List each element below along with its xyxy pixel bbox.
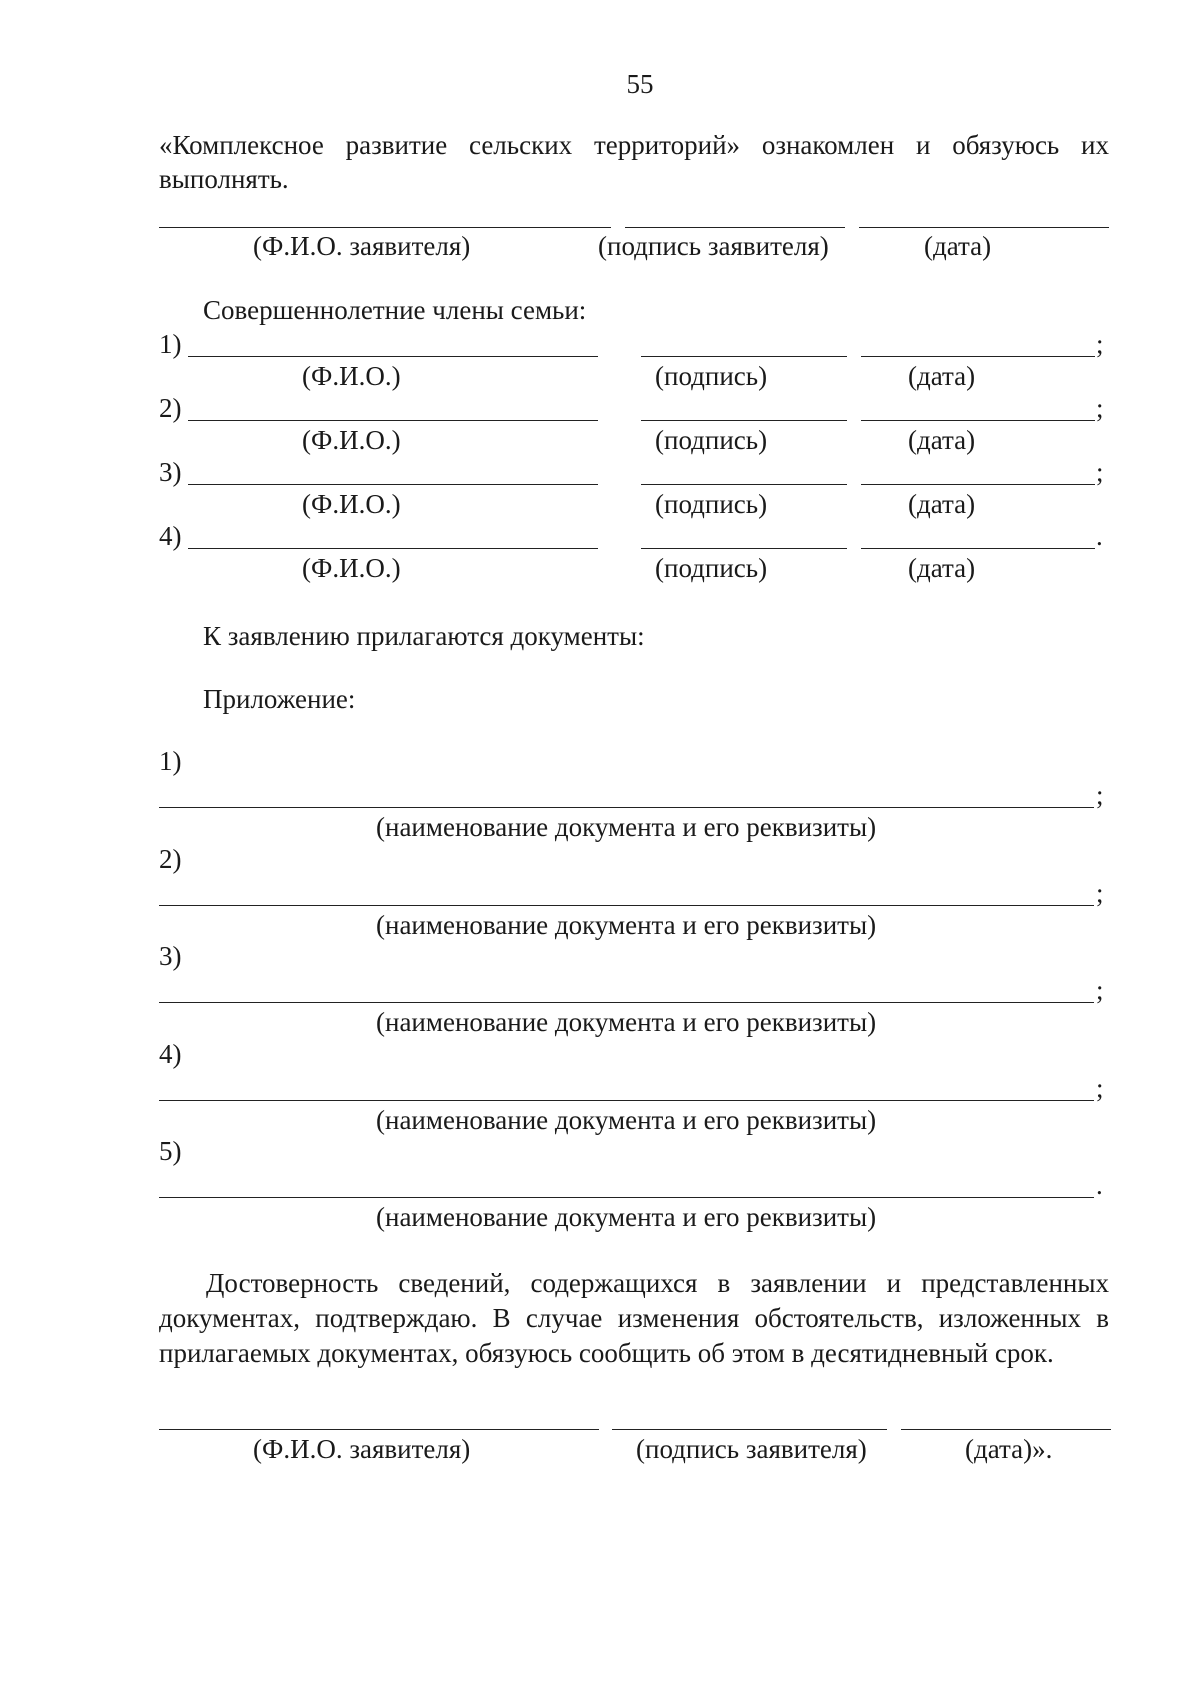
attachment-caption: (наименование документа и его реквизиты)	[376, 812, 877, 842]
family-fio-line	[188, 420, 598, 421]
attachment-number: 1)	[159, 746, 182, 776]
intro-paragraph: «Комплексное развитие сельских территорий» ознакомлен и обязуюсь их выполнять.	[159, 130, 1109, 194]
applicant-sign-line	[625, 227, 845, 228]
family-fio-line	[188, 484, 598, 485]
family-date-line	[861, 484, 1095, 485]
family-row-end: ;	[1096, 393, 1104, 423]
attachment-line	[159, 1002, 1094, 1003]
family-fio-line	[188, 356, 598, 357]
family-sign-label: (подпись)	[655, 425, 768, 455]
applicant-fio-line	[159, 227, 611, 228]
family-fio-label: (Ф.И.О.)	[302, 489, 401, 519]
family-sign-label: (подпись)	[655, 553, 768, 583]
attachment-end: .	[1096, 1170, 1103, 1200]
family-fio-label: (Ф.И.О.)	[302, 425, 401, 455]
attachment-line	[159, 1197, 1094, 1198]
family-sign-line	[641, 484, 847, 485]
family-date-label: (дата)	[908, 425, 976, 455]
family-row-end: .	[1096, 521, 1103, 551]
confirmation-paragraph: Достоверность сведений, содержащихся в заявлении и представленных документах, подтверждаю. В случае изменения обстоятельств, изложенных в прилагаемых документах, обязуюсь сообщить об этом в десятидневный срок.	[159, 1268, 1109, 1368]
attachment-number: 3)	[159, 941, 182, 971]
attachment-number: 4)	[159, 1038, 182, 1069]
family-row-end: ;	[1096, 457, 1104, 487]
applicant-date-label: (дата)	[924, 231, 992, 261]
attachment-caption: (наименование документа и его реквизиты)	[376, 1104, 877, 1135]
applicant-fio-label: (Ф.И.О. заявителя)	[253, 231, 471, 261]
attachment-line	[159, 905, 1094, 906]
attachment-caption: (наименование документа и его реквизиты)	[376, 1202, 877, 1232]
attachment-end: ;	[1096, 1072, 1104, 1103]
family-date-label: (дата)	[908, 489, 976, 519]
family-date-label: (дата)	[908, 553, 976, 583]
family-row-number: 3)	[159, 457, 182, 487]
documents-intro: К заявлению прилагаются документы:	[203, 621, 645, 651]
attachment-line	[159, 1100, 1094, 1101]
family-sign-line	[641, 548, 847, 549]
family-fio-label: (Ф.И.О.)	[302, 553, 401, 583]
family-date-line	[861, 548, 1095, 549]
final-fio-line	[159, 1429, 599, 1430]
family-fio-label: (Ф.И.О.)	[302, 361, 401, 391]
family-fio-line	[188, 548, 598, 549]
family-row-end: ;	[1096, 329, 1104, 359]
applicant-sign-label: (подпись заявителя)	[598, 231, 829, 261]
family-date-line	[861, 356, 1095, 357]
family-row-number: 4)	[159, 521, 182, 551]
attachment-end: ;	[1096, 780, 1104, 810]
attachment-end: ;	[1096, 975, 1104, 1005]
final-fio-label: (Ф.И.О. заявителя)	[253, 1434, 471, 1464]
family-sign-line	[641, 356, 847, 357]
final-sign-line	[612, 1429, 887, 1430]
attachment-end: ;	[1096, 877, 1104, 908]
family-sign-line	[641, 420, 847, 421]
attachment-caption: (наименование документа и его реквизиты)	[376, 1007, 877, 1037]
page-number: 55	[626, 69, 654, 99]
attachment-line	[159, 807, 1094, 808]
attachment-number: 5)	[159, 1136, 182, 1166]
family-date-line	[861, 420, 1095, 421]
attachment-number: 2)	[159, 843, 182, 874]
final-sign-label: (подпись заявителя)	[636, 1434, 867, 1464]
attachment-heading: Приложение:	[203, 684, 356, 714]
applicant-date-line	[859, 227, 1109, 228]
final-date-line	[901, 1429, 1111, 1430]
family-heading: Совершеннолетние члены семьи:	[203, 295, 587, 325]
attachment-caption: (наименование документа и его реквизиты)	[376, 909, 877, 940]
family-row-number: 1)	[159, 329, 182, 359]
family-date-label: (дата)	[908, 361, 976, 391]
family-row-number: 2)	[159, 393, 182, 423]
family-sign-label: (подпись)	[655, 489, 768, 519]
final-date-label: (дата)».	[965, 1434, 1053, 1464]
family-sign-label: (подпись)	[655, 361, 768, 391]
